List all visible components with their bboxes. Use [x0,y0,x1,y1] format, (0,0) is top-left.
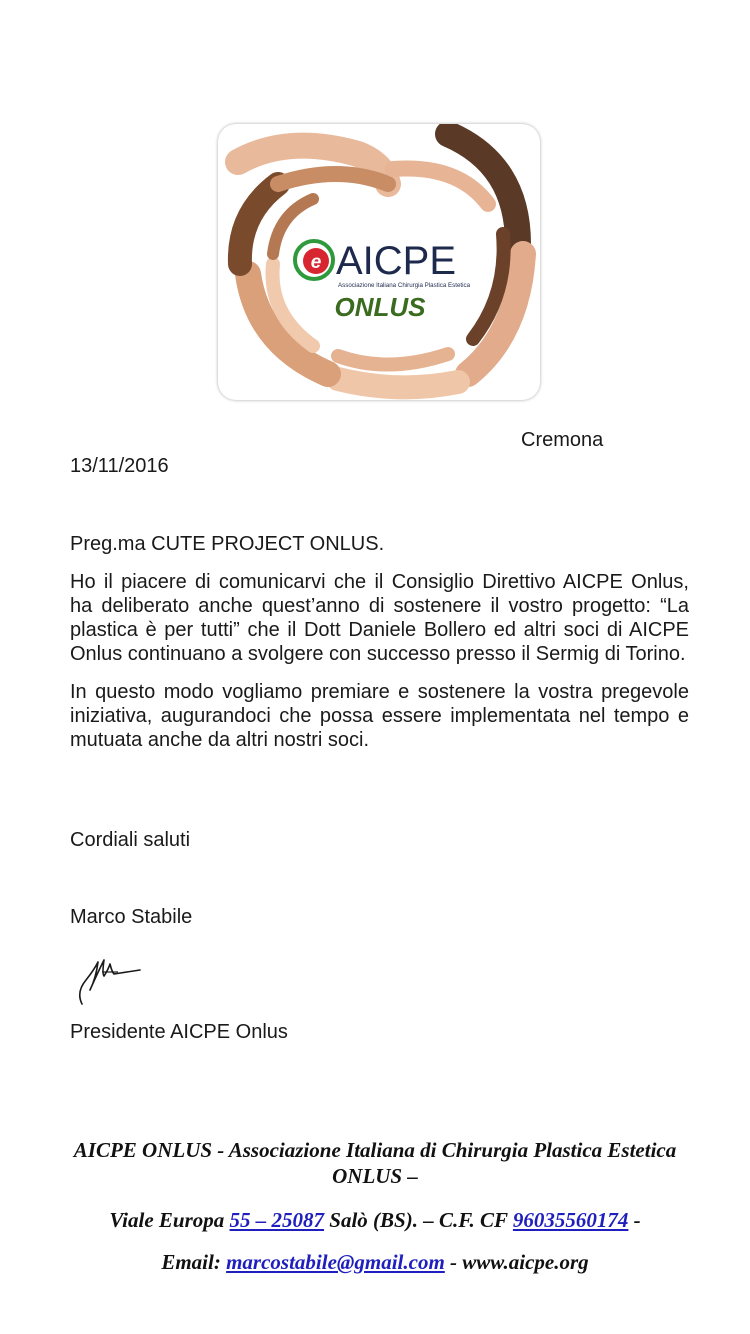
signer-name: Marco Stabile [70,906,193,928]
footer-email-label: Email: [161,1250,227,1274]
letter-paragraph: In questo modo vogliamo premiare e sostenere la vostra pregevole iniziativa, augurandoci che possa essere implementata nel tempo e mutuata anche da altri nostri soci. [70,681,689,751]
letter-closing: Cordiali saluti [70,829,191,851]
hands-circle-graphic [218,124,540,400]
letter-city: Cremona [521,429,604,451]
footer-address [60,1207,690,1233]
email-link[interactable]: marcostabile@gmail.com [226,1250,445,1274]
logo-onlus: ONLUS [334,292,426,322]
footer-address-suffix: - [628,1208,641,1232]
letter-footer [60,1137,690,1275]
footer-contact [60,1249,690,1275]
logo-e-mark: e [310,252,322,273]
footer-address-middle: Salò (BS). – C.F. CF [324,1208,513,1232]
footer-address-prefix: Viale Europa [109,1208,230,1232]
footer-organization: AICPE ONLUS - Associazione Italiana di Chirurgia Plastica Estetica ONLUS – [73,1138,677,1188]
letter-paragraph: Ho il piacere di comunicarvi che il Consiglio Direttivo AICPE Onlus, ha deliberato anche quest’anno di sostenere il vostro progetto: “La plastica è per tutti” che il Dott Daniele Bollero ed altri soci di AICPE Onlus continuano a svolgere con successo presso il Sermig di Torino. [70,571,689,665]
letter-greeting: Preg.ma CUTE PROJECT ONLUS. [70,533,385,555]
letter-body [70,532,689,752]
fiscal-code-link[interactable]: 96035560174 [512,1208,629,1232]
signer-role: Presidente AICPE Onlus [70,1021,288,1043]
letter-date: 13/11/2016 [70,455,169,477]
footer-website: - www.aicpe.org [444,1250,589,1274]
aicpe-logo [218,124,540,400]
signature-icon [72,952,144,1008]
logo-acronym: AICPE [336,239,457,283]
address-link[interactable]: 55 – 25087 [229,1208,325,1232]
logo-tagline: Associazione Italiana Chirurgia Plastica Estetica [338,282,471,289]
